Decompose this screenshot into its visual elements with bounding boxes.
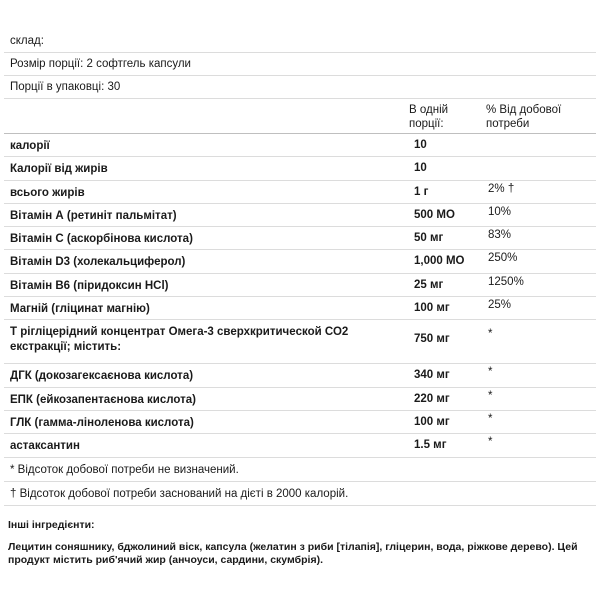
nutrient-daily-value: 25% <box>488 299 512 312</box>
table-row <box>4 181 596 204</box>
nutrient-daily-value: * <box>488 328 493 341</box>
nutrient-amount: 750 мг <box>414 333 450 346</box>
table-row <box>4 227 596 250</box>
supplement-facts-panel <box>4 30 596 506</box>
daily-value-header: % Від добової потреби <box>486 104 562 130</box>
table-row <box>4 157 596 180</box>
nutrient-amount: 1,000 МО <box>414 255 465 268</box>
nutrient-daily-value: * <box>488 436 493 449</box>
table-row <box>4 204 596 227</box>
nutrient-name: ГЛК (гамма-ліноленова кислота) <box>10 416 194 429</box>
nutrient-name: Вітамін С (аскорбінова кислота) <box>10 233 193 246</box>
nutrient-amount: 220 мг <box>414 392 450 405</box>
nutrient-name: ЕПК (ейкозапентаєнова кислота) <box>10 393 196 406</box>
other-ingredients-title: Інші інгредієнти: <box>8 519 95 531</box>
nutrient-daily-value: 2% † <box>488 182 515 195</box>
table-row <box>4 274 596 297</box>
nutrient-amount: 10 <box>414 162 427 175</box>
nutrient-daily-value: 10% <box>488 205 512 218</box>
footnote-asterisk: * Відсоток добової потреби не визначений. <box>4 458 596 482</box>
nutrient-amount: 50 мг <box>414 232 444 245</box>
table-row <box>4 411 596 434</box>
nutrient-name: всього жирів <box>10 186 85 199</box>
nutrient-name: калорії <box>10 140 50 152</box>
nutrient-daily-value: 1250% <box>488 275 524 288</box>
nutrient-name: Вітамін В6 (піридоксин HCl) <box>10 279 169 292</box>
nutrient-amount: 340 мг <box>414 369 450 382</box>
nutrient-name: Вітамін А (ретиніт пальмітат) <box>10 209 177 222</box>
nutrient-amount: 10 <box>414 139 427 151</box>
nutrient-amount: 100 мг <box>414 302 450 315</box>
nutrient-amount: 500 МО <box>414 208 455 221</box>
nutrient-amount: 1.5 мг <box>414 439 447 452</box>
nutrient-name: астаксантин <box>10 440 80 453</box>
nutrient-name: Магній (гліцинат магнію) <box>10 303 150 316</box>
composition-label: склад: <box>4 30 596 53</box>
table-row <box>4 134 596 157</box>
nutrient-amount: 100 мг <box>414 415 450 428</box>
nutrient-daily-value: 83% <box>488 229 512 242</box>
footnote-dagger: † Відсоток добової потреби заснований на дієті в 2000 калорій. <box>4 482 596 506</box>
table-row <box>4 434 596 457</box>
nutrient-name: ДГК (докозагексаєнова кислота) <box>10 370 194 383</box>
table-row <box>4 297 596 320</box>
nutrient-name: Вітамін D3 (холекальциферол) <box>10 256 186 269</box>
table-header <box>4 99 596 134</box>
nutrient-name: Т рігліцерідний концентрат Омега-3 сверхкритичеcкой СО2 екстракції; містить: <box>10 326 349 354</box>
serving-size: Розмір порції: 2 софтгель капсули <box>4 53 596 76</box>
nutrient-amount: 1 г <box>414 185 429 198</box>
table-row <box>4 320 596 364</box>
nutrient-daily-value: 250% <box>488 252 518 265</box>
nutrient-amount: 25 мг <box>414 278 444 291</box>
table-row <box>4 250 596 273</box>
nutrient-name: Калорії від жирів <box>10 163 108 176</box>
nutrient-daily-value: * <box>488 389 493 402</box>
table-row <box>4 388 596 411</box>
per-serving-header: В одній порції: <box>409 104 449 130</box>
servings-per-container: Порції в упаковці: 30 <box>4 76 596 99</box>
nutrient-daily-value: * <box>488 412 493 425</box>
table-row <box>4 364 596 387</box>
other-ingredients-text: Лецитин соняшнику, бджолиний віск, капсула (желатин з риби [тілапія], гліцерин, вода, ріжкове дерево). Цей продукт містить риб'ячий жир (анчоуси, сардини, скумбрія). <box>8 541 578 566</box>
nutrient-daily-value: * <box>488 366 493 379</box>
